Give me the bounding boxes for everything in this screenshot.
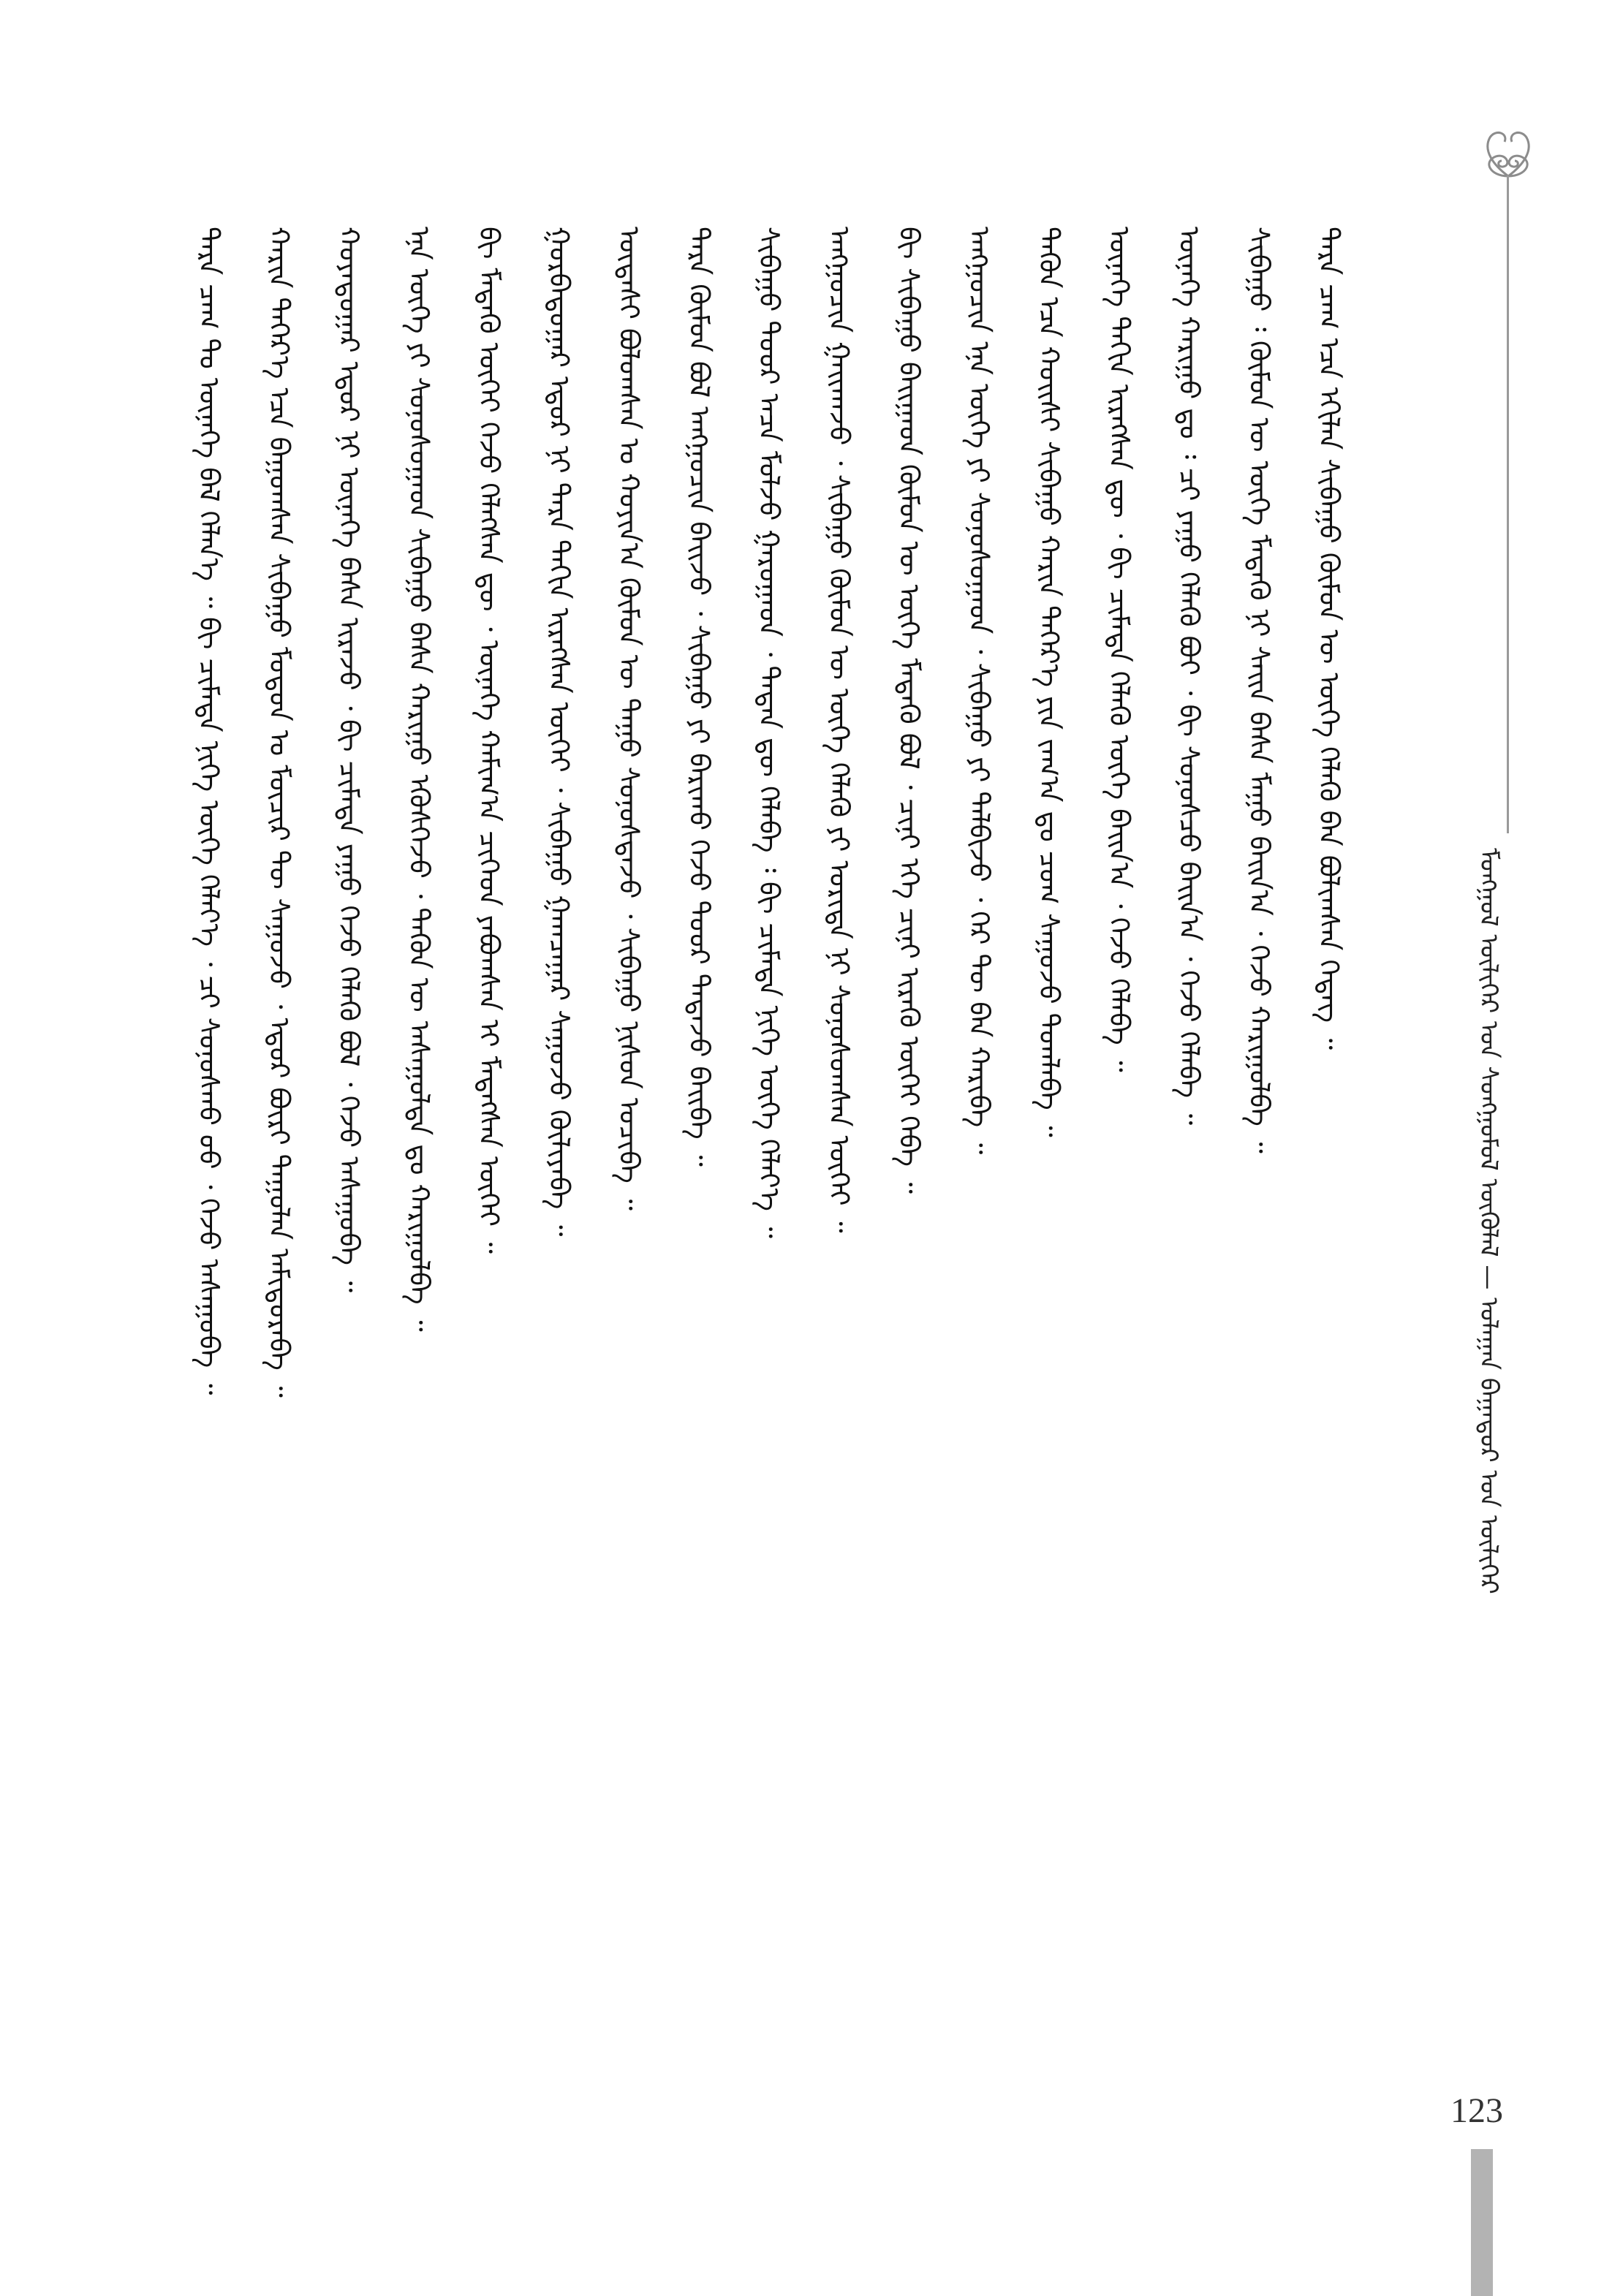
- text-line: ᠦᠳᠡᠰᠢ ᠪᠣᠯᠤᠭᠰᠠᠨ ᠤ ᠬᠣᠶᠢᠨ᠎ᠠ ᠬᠦᠮᠦᠨ ᠦ ᠳᠠᠭᠤ ᠰᠣᠨᠣᠰᠳᠠᠵᠤ ᠂ ᠰᠢᠪᠠᠭᠤ ᠨᠢᠰᠦᠨ ᠣᠴᠢᠪᠠ ᠃: [613, 227, 646, 1210]
- text-line: ᠬᠠᠷᠢᠨ ᠳᠡᠭᠡᠷ᠎ᠡ ᠡᠴᠡ ᠪᠠᠭᠤᠭᠰᠠᠨ ᠰᠢᠪᠠᠭᠤ ᠮᠤᠳᠤᠨ ᠤ ᠮᠦᠴᠢᠷ ᠲᠦ ᠰᠠᠭᠤᠵᠤ ᠂ ᠡᠳᠦᠷ ᠪᠦᠷᠢ ᠳᠠᠭᠤᠯᠠᠨ ᠠᠮᠢᠳᠤᠷᠠᠪᠠ ᠃: [262, 227, 295, 1398]
- text-line: [1373, 227, 1426, 2127]
- text-line: ᠰᠢᠪᠠᠭᠤ ᠲᠣᠣᠷ ᠠᠴᠠ ᠮᠣᠯᠵᠤ ᠭᠠᠷᠤᠭᠠᠳ ᠂ ᠲᠡᠳᠡᠨ ᠳᠦ ᠬᠡᠯᠡᠪᠡ ᠄ ᠪᠢ ᠴᠢᠮᠠᠳᠠ ᠨᠢᠭᠡ ᠦᠭᠡ ᠬᠡᠯᠡᠶ᠎ᠡ ᠃: [753, 227, 785, 1238]
- running-head: ᠮᠣᠩᠭᠣᠯ ᠦᠯᠢᠭᠡᠷ ᠤᠨ ᠰᠣᠩᠭᠣᠮᠣᠯ ᠦᠭᠦᠯᠡᠯ — ᠤᠯᠠᠭᠠᠨ ᠪᠠᠭᠠᠲᠤᠷ ᠤᠨ ᠦᠯᠢᠭᠡᠷ: [1474, 848, 1503, 1594]
- text-line: ᠲᠡᠷᠡ ᠬᠦᠮᠦᠨ ᠪᠣᠯ ᠠᠩᠭᠤᠴᠢᠨ ᠪᠠᠢᠵᠤ ᠂ ᠰᠢᠪᠠᠭᠤ ᠶᠢ ᠪᠠᠷᠢᠬᠤ ᠭᠡᠵᠦ ᠲᠣᠣᠷ ᠲᠠᠲᠠᠵᠤ ᠪᠠᠢᠪᠠ ᠃: [683, 227, 716, 1167]
- text-line: ᠭᠤᠷᠪᠠᠳᠤᠭᠠᠷ ᠡᠳᠦᠷ ᠨᠢ ᠲᠡᠷᠡ ᠳᠠᠬᠢᠨ ᠢᠷᠡᠭᠰᠡᠨ ᠦᠭᠡᠢ ᠂ ᠰᠢᠪᠠᠭᠤ ᠭᠠᠭᠴᠠᠭᠠᠷ ᠰᠠᠭᠤᠵᠤ ᠬᠦᠯᠢᠶᠡᠪᠡ ᠃: [542, 227, 575, 1237]
- text-line: ᠦᠨᠡᠭᠡ ᠬᠠᠷᠢᠭᠤ ᠳᠤ ᠄ ᠴᠢ ᠶᠠᠭᠤ ᠬᠡᠯᠡᠬᠦ ᠪᠤᠢ ᠂ ᠪᠢ ᠰᠣᠨᠣᠰᠴᠤ ᠪᠠᠢᠨ᠎ᠠ ᠂ ᠭᠡᠵᠦ ᠬᠡᠯᠡᠪᠡ ᠃: [1173, 227, 1206, 1126]
- text-line: ᠲᠡᠭᠦᠨ ᠡᠴᠡ ᠬᠣᠢᠰᠢ ᠰᠢᠪᠠᠭᠤ ᠬᠠᠷᠢᠨ ᠳᠡᠭᠡᠷ᠎ᠡ ᠶᠢᠨ ᠵᠠᠬ᠎ᠠ ᠳᠤ ᠴᠣᠭ ᠰᠠᠭᠤᠵᠤ ᠲᠣᠭᠯᠠᠪᠠ ᠃: [1033, 227, 1065, 1137]
- thumb-tab: [1471, 2149, 1493, 2296]
- text-line: ᠠᠩᠭᠤᠴᠢᠨ ᠭᠠᠢᠬᠠᠵᠤ ᠂ ᠰᠢᠪᠠᠭᠤ ᠬᠦᠮᠦᠨ ᠦ ᠦᠭᠡ ᠬᠡᠯᠡᠬᠦ ᠶᠢ ᠤᠷᠢᠳᠠ ᠨᠢ ᠰᠣᠨᠣᠰᠤᠭᠰᠠᠨ ᠦᠭᠡᠢ ᠃: [822, 227, 855, 1233]
- body-text: [183, 227, 1426, 2127]
- text-line: ᠪᠢ ᠰᠢᠪᠠᠭᠤ ᠪᠠᠢᠭᠠᠳ ᠬᠦᠮᠦᠨ ᠦ ᠦᠭᠡ ᠮᠡᠳᠡᠬᠦ ᠪᠣᠯ ᠂ ᠴᠢᠨᠢ ᠡᠬᠡ ᠴᠢᠨᠢ ᠢᠷᠡᠬᠦ ᠦᠭᠡᠢ ᠭᠡᠪᠡ ᠃: [893, 227, 926, 1194]
- page-number: 123: [1450, 2091, 1503, 2130]
- text-line: ᠠᠩᠭᠤᠴᠢᠨ ᠡᠨᠡ ᠦᠭᠡ ᠶᠢ ᠰᠣᠨᠣᠰᠤᠭᠠᠳ ᠂ ᠰᠢᠪᠠᠭᠤ ᠶᠢ ᠲᠠᠯᠪᠢᠵᠤ ᠂ ᠭᠡᠷ ᠲᠦ ᠪᠠᠨ ᠬᠠᠷᠢᠪᠠ ᠃: [963, 227, 996, 1155]
- running-head-rule: [1507, 175, 1509, 833]
- text-line: ᠡᠨᠡ ᠦᠭᠡ ᠶᠢ ᠰᠣᠨᠣᠰᠤᠭᠠᠳ ᠰᠢᠪᠠᠭᠤ ᠪᠠᠰᠠ ᠬᠠᠷᠢᠭᠤ ᠡᠭᠦᠰᠬᠡᠵᠦ ᠂ ᠲᠡᠭᠦᠨ ᠦ ᠠᠰᠠᠭᠤᠯᠲᠠ ᠳᠤ ᠬᠠᠷᠢᠭᠤᠯᠪᠠ ᠃: [403, 227, 436, 1332]
- text-line: ᠪᠢ ᠮᠡᠳᠡᠬᠦ ᠦᠭᠡᠢ ᠭᠡᠵᠦ ᠬᠡᠯᠡᠭᠰᠡᠨ ᠳᠦ ᠂ ᠦᠨᠡᠭᠡ ᠬᠠᠮᠢᠭ᠎ᠠ ᠴᠢᠭᠡᠳ ᠶᠠᠪᠤᠭᠰᠠᠨ ᠢ ᠮᠡᠳᠡᠭᠰᠡᠨ ᠦᠭᠡᠢ ᠃: [473, 227, 505, 1254]
- text-line: ᠲᠡᠷᠡ ᠴᠠᠭ ᠡᠴᠡ ᠡᠬᠢᠯᠡᠨ ᠰᠢᠪᠠᠭᠤ ᠬᠦᠮᠦᠨ ᠦ ᠦᠭᠡ ᠬᠡᠯᠡᠬᠦ ᠪᠠᠨ ᠪᠣᠯᠢᠭᠰᠠᠨ ᠭᠡᠳᠡᠭ ᠃: [1313, 227, 1345, 1050]
- text-line: ᠰᠢᠪᠠᠭᠤ ᠄ ᠬᠦᠮᠦᠨ ᠦ ᠦᠭᠡ ᠮᠡᠳᠡᠬᠦ ᠨᠢ ᠰᠠᠢᠨ ᠪᠠᠰᠠ ᠮᠠᠭᠤ ᠪᠠᠢᠨ᠎ᠠ ᠂ ᠭᠡᠵᠦ ᠬᠠᠷᠢᠭᠤᠯᠪᠠ ᠃: [1243, 227, 1276, 1153]
- text-line: ᠲᠡᠷᠡ ᠴᠠᠭ ᠲᠤ ᠦᠨᠡᠭᠡ ᠪᠡᠯ ᠬᠡᠯᠡᠨ᠎ᠡ ᠃ ᠪᠢ ᠴᠢᠮᠠᠳᠠ ᠨᠢᠭᠡ ᠦᠭᠡ ᠬᠡᠯᠡᠶ᠎ᠡ ᠂ ᠴᠢ ᠰᠣᠨᠣᠰᠬᠤ ᠦᠦ ᠂ ᠭᠡᠵᠦ ᠠᠰᠠᠭᠤᠪᠠ ᠃: [193, 227, 225, 1395]
- text-line: ᠬᠣᠶᠠᠳᠤᠭᠠᠷ ᠡᠳᠦᠷ ᠨᠢ ᠦᠨᠡᠭᠡ ᠪᠠᠰᠠ ᠢᠷᠡᠵᠦ ᠂ ᠪᠢ ᠴᠢᠮᠠᠳᠠ ᠶᠠᠭᠤ ᠭᠡᠵᠦ ᠬᠡᠯᠡᠬᠦ ᠪᠣᠯ ᠂ ᠭᠡᠵᠦ ᠠᠰᠠᠭᠤᠪᠠ ᠃: [333, 227, 366, 1293]
- text-line: ᠦᠨᠡᠭᠡ ᠳᠠᠬᠢᠨ ᠢᠷᠡᠭᠰᠡᠨ ᠳᠦ ᠂ ᠪᠢ ᠴᠢᠮᠠᠳᠠ ᠬᠡᠯᠡᠬᠦ ᠦᠭᠡ ᠪᠠᠢᠨ᠎ᠠ ᠂ ᠭᠡᠵᠦ ᠬᠡᠯᠡᠪᠡ ᠃: [1102, 227, 1135, 1072]
